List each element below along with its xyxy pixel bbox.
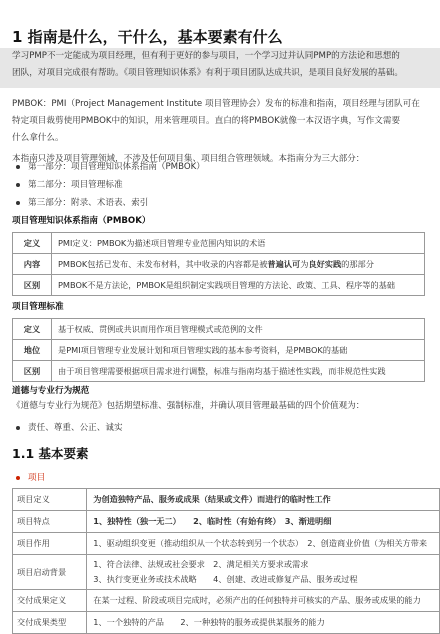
table-value-emphasis: 普遍认可: [267, 258, 301, 269]
list-item: [16, 421, 123, 433]
table-value-line: 1、符合法律、法规或社会要求 2、满足相关方要求或需求: [93, 559, 309, 569]
bullet-icon: [16, 165, 20, 169]
table-row: [13, 612, 440, 634]
table-key: 地位: [13, 340, 52, 361]
table-row: [13, 275, 425, 296]
table-key: 区别: [13, 275, 52, 296]
table-row: [13, 340, 425, 361]
table-value: 1、一个独特的产品 2、一种独特的服务或提供某服务的能力: [87, 612, 440, 634]
table-key: 项目特点: [13, 511, 87, 533]
table-row: [13, 555, 440, 590]
pmbok-line-1: PMBOK：PMI（Project Management Institute 项目管理协会）发布的标准和指南，项目经理与团队可在: [12, 99, 420, 109]
table-value: 是PMI项目管理专业发展计划和项目管理实践的基本参考资料，是PMBOK的基础: [52, 340, 425, 361]
table-key: 内容: [13, 254, 52, 275]
table-value: 1、驱动组织变更（推动组织从一个状态转到另一个状态） 2、创造商业价值（为相关方带来: [87, 533, 440, 555]
table-row: [13, 511, 440, 533]
table-row: [13, 489, 440, 511]
table-value: 为创造独特产品、服务或成果（结果或文件）而进行的临时性工作: [87, 489, 440, 511]
table-value: 基于权威、贯例或共识而用作项目管理模式或范例的文件: [52, 319, 425, 340]
table-value: [87, 555, 440, 590]
bullet-icon: [16, 426, 20, 430]
ethics-text: 《道德与专业行为规范》包括期望标准、强制标准，并确认项目管理最基础的四个价值观为：: [12, 401, 365, 411]
intro-line-1: 学习PMP不一定能成为项目经理，但有利于更好的参与项目，一个学习过并认同PMP的方法论和思想的: [12, 51, 400, 61]
table-row: [13, 319, 425, 340]
table-value-line: 3、执行变更业务或技术战略 4、创建、改进或修复产品、服务或过程: [93, 574, 358, 584]
table-value-text: PMBOK包括已发布、未发布材料，其中收录的内容都是被: [58, 258, 268, 269]
table-key: 定义: [13, 319, 52, 340]
intro-line-2: 团队，对项目完成很有帮助。《项目管理知识体系》有利于项目团队达成共识，是项目良好发展的基础。: [12, 68, 404, 78]
table-value: 由于项目管理需要根据项目需求进行调整，标准与指南均基于描述性实践，而非规范性实践: [52, 361, 425, 382]
project-label: [16, 471, 45, 483]
subheading: 1.1 基本要素: [12, 446, 89, 461]
pmbok-line-2: 特定项目裁剪使用PMBOK中的知识，用来管理项目。直白的将PMBOK就像一本汉语字典，写作文需要: [12, 116, 401, 126]
table-row: [13, 590, 440, 612]
table-row: [13, 361, 425, 382]
standard-table: [12, 318, 425, 382]
table-row: [13, 533, 440, 555]
list-item-text: 第二部分：项目管理标准: [28, 180, 123, 190]
page-heading: 1 指南是什么，干什么，基本要素有什么: [12, 28, 283, 46]
project-table: [12, 488, 440, 634]
table-key: 交付成果定义: [13, 590, 87, 612]
table-row: [13, 254, 425, 275]
table-key: 定义: [13, 233, 52, 254]
scope-text: 本指南只涉及项目管理领域，不涉及任何项目集、项目组合管理领域。本指南分为三大部分：: [12, 154, 365, 164]
table-value: PMI定义：PMBOK为描述项目管理专业范围内知识的术语: [52, 233, 425, 254]
table-key: 区别: [13, 361, 52, 382]
table-value-emphasis: 良好实践: [308, 258, 342, 269]
bullet-icon: [16, 476, 20, 480]
project-label-text: 项目: [28, 473, 46, 483]
ethics-title: 道德与专业行为规范: [12, 386, 90, 396]
section-a-title: 项目管理知识体系指南（PMBOK）: [12, 216, 151, 226]
table-value: [52, 254, 425, 275]
table-key: 项目定义: [13, 489, 87, 511]
table-value: 在某一过程、阶段或项目完成时，必须产出的任何独特并可核实的产品、服务或成果的能力: [87, 590, 440, 612]
pmbok-line-3: 什么拿什么。: [12, 133, 64, 143]
list-item: [16, 196, 148, 208]
list-item-text: 责任、尊重、公正、诚实: [28, 423, 123, 433]
list-item: [16, 178, 123, 190]
pmbok-table: [12, 232, 425, 296]
table-row: [13, 233, 425, 254]
table-value: 1、独特性（独一无二） 2、临时性（有始有终） 3、渐进明细: [87, 511, 440, 533]
list-item-text: 第三部分：附录、术语表、索引: [28, 198, 149, 208]
section-b-title: 项目管理标准: [12, 302, 64, 312]
list-item: [16, 160, 205, 172]
table-value: PMBOK不是方法论，PMBOK是组织制定实践项目管理的方法论、政策、工具、程序等的基础: [52, 275, 425, 296]
list-item-text: 第一部分：项目管理知识体系指南（PMBOK）: [28, 162, 205, 172]
bullet-icon: [16, 201, 20, 205]
table-key: 项目启动背景: [13, 555, 87, 590]
table-key: 交付成果类型: [13, 612, 87, 634]
bullet-icon: [16, 183, 20, 187]
table-value-text: 的那部分: [341, 258, 374, 269]
table-key: 项目作用: [13, 533, 87, 555]
table-value-text: 为: [300, 258, 309, 269]
